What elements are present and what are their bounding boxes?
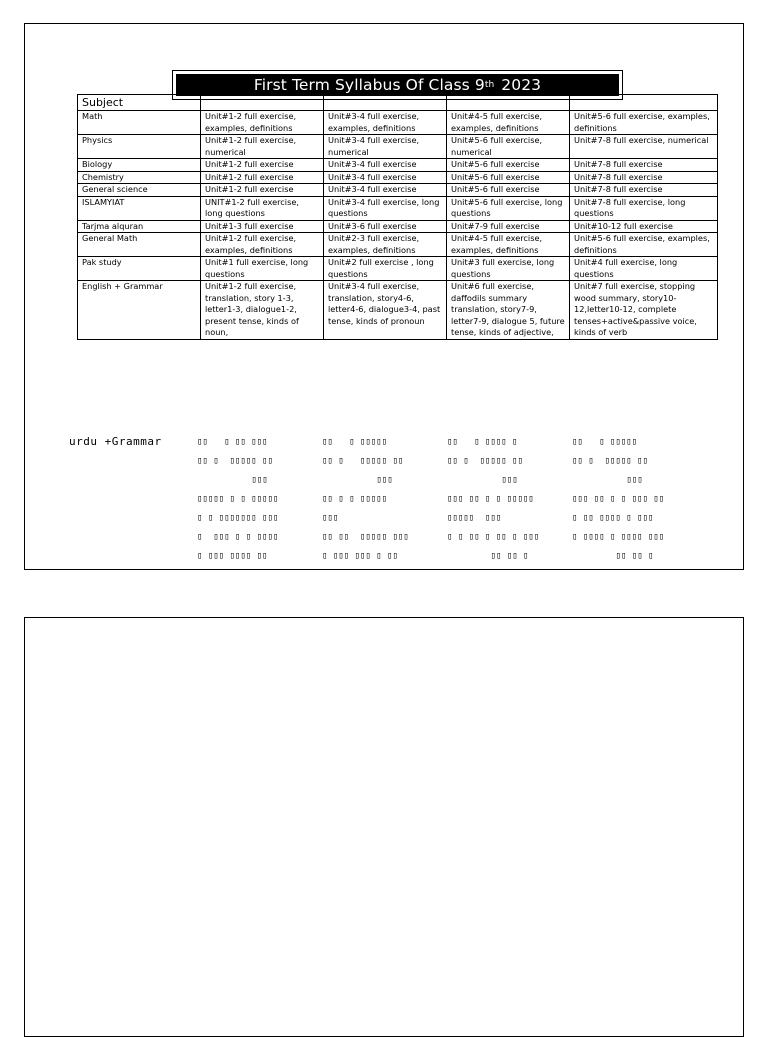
- urdu-line: ▯▯ ▯ ▯▯▯▯▯ ▯▯: [322, 456, 404, 466]
- urdu-line: ▯▯ ▯▯ ▯▯▯▯▯ ▯▯▯: [322, 532, 409, 542]
- document-page-1: [24, 23, 744, 570]
- urdu-line: ▯▯ ▯ ▯▯▯▯▯ ▯▯: [447, 456, 523, 466]
- syllabus-cell: Unit#1-3 full exercise: [201, 220, 324, 233]
- syllabus-cell: Unit#1 full exercise, long questions: [201, 257, 324, 281]
- syllabus-cell: Unit#1-2 full exercise: [201, 159, 324, 172]
- syllabus-cell: Unit#3-6 full exercise: [324, 220, 447, 233]
- urdu-line: ▯ ▯▯▯▯ ▯ ▯▯▯▯ ▯▯▯: [572, 532, 665, 542]
- syllabus-cell: Unit#3-4 full exercise, examples, definitions: [324, 111, 447, 135]
- urdu-line: ▯ ▯▯▯ ▯ ▯ ▯▯▯▯: [197, 532, 279, 542]
- urdu-line: ▯ ▯▯▯ ▯▯▯▯ ▯▯: [197, 551, 268, 561]
- syllabus-cell: Unit#2 full exercise , long questions: [324, 257, 447, 281]
- syllabus-cell: Unit#3-4 full exercise, numerical: [324, 135, 447, 159]
- syllabus-cell: Unit#7 full exercise, stopping wood summary, story10-12,letter10-12, complete tenses+active&passive voice, kinds of verb: [570, 281, 718, 340]
- urdu-line: ▯▯ ▯▯ ▯: [490, 551, 529, 561]
- syllabus-cell: Unit#5-6 full exercise, examples, definitions: [570, 111, 718, 135]
- urdu-line: ▯ ▯ ▯▯ ▯ ▯▯ ▯ ▯▯▯: [447, 532, 540, 542]
- syllabus-cell: Unit#7-8 full exercise, long questions: [570, 196, 718, 220]
- syllabus-cell: Unit#1-2 full exercise, translation, story 1-3, letter1-3, dialogue1-2, present tense, kinds of noun,: [201, 281, 324, 340]
- subject-cell: Chemistry: [78, 171, 201, 184]
- subject-cell: Tarjma alquran: [78, 220, 201, 233]
- syllabus-cell: Unit#4 full exercise, long questions: [570, 257, 718, 281]
- urdu-line: ▯▯▯ ▯▯ ▯ ▯ ▯▯▯ ▯▯: [572, 494, 665, 504]
- subject-cell: Biology: [78, 159, 201, 172]
- urdu-line: ▯▯ ▯ ▯▯▯▯▯: [322, 437, 388, 447]
- table-row: [78, 220, 718, 233]
- syllabus-cell: Unit#4-5 full exercise, examples, definitions: [447, 111, 570, 135]
- urdu-grammar-content: [197, 433, 737, 566]
- title-main: First Term Syllabus Of Class 9: [253, 76, 485, 94]
- table-row: [78, 196, 718, 220]
- syllabus-cell: Unit#1-2 full exercise: [201, 184, 324, 197]
- table-row: [78, 159, 718, 172]
- title-year: 2023: [501, 76, 542, 94]
- header-blank-4: [570, 95, 718, 111]
- subject-cell: Physics: [78, 135, 201, 159]
- urdu-column: [197, 433, 322, 566]
- header-blank-2: [324, 95, 447, 111]
- urdu-line: ▯ ▯▯▯ ▯▯▯ ▯ ▯▯: [322, 551, 398, 561]
- syllabus-cell: Unit#1-2 full exercise, examples, definitions: [201, 233, 324, 257]
- syllabus-cell: Unit#7-9 full exercise: [447, 220, 570, 233]
- title-text: First Term Syllabus Of Class 9 th 2023: [176, 74, 619, 96]
- subject-cell: General Math: [78, 233, 201, 257]
- syllabus-cell: UNIT#1-2 full exercise, long questions: [201, 196, 324, 220]
- urdu-line: ▯ ▯ ▯▯▯▯▯▯▯ ▯▯▯: [197, 513, 279, 523]
- urdu-line: ▯▯▯: [376, 475, 393, 485]
- table-row: [78, 135, 718, 159]
- syllabus-cell: Unit#7-8 full exercise: [570, 159, 718, 172]
- table-row: [78, 257, 718, 281]
- syllabus-cell: Unit#5-6 full exercise: [447, 159, 570, 172]
- syllabus-cell: Unit#6 full exercise, daffodils summary translation, story7-9, letter7-9, dialogue 5, future tense, kinds of adjective,: [447, 281, 570, 340]
- subject-cell: English + Grammar: [78, 281, 201, 340]
- urdu-line: ▯▯ ▯ ▯▯▯▯ ▯: [447, 437, 518, 447]
- syllabus-cell: Unit#2-3 full exercise, examples, definitions: [324, 233, 447, 257]
- header-subject: Subject: [78, 95, 201, 111]
- table-body: [78, 111, 718, 340]
- urdu-line: ▯▯▯ ▯▯ ▯ ▯ ▯▯▯▯▯: [447, 494, 534, 504]
- urdu-column: [447, 433, 572, 566]
- urdu-line: ▯▯ ▯ ▯ ▯▯▯▯▯: [322, 494, 388, 504]
- subject-cell: Pak study: [78, 257, 201, 281]
- table-row: [78, 111, 718, 135]
- urdu-line: ▯▯▯▯▯ ▯ ▯ ▯▯▯▯▯: [197, 494, 279, 504]
- urdu-column: [572, 433, 697, 566]
- syllabus-cell: Unit#3-4 full exercise: [324, 171, 447, 184]
- table-row: [78, 184, 718, 197]
- syllabus-cell: Unit#5-6 full exercise: [447, 184, 570, 197]
- urdu-grammar-label: urdu +Grammar: [69, 435, 162, 448]
- subject-cell: General science: [78, 184, 201, 197]
- syllabus-cell: Unit#3 full exercise, long questions: [447, 257, 570, 281]
- urdu-line: ▯▯ ▯ ▯▯▯▯▯: [572, 437, 638, 447]
- syllabus-cell: Unit#3-4 full exercise, long questions: [324, 196, 447, 220]
- urdu-line: ▯▯▯: [626, 475, 643, 485]
- subject-cell: ISLAMYIAT: [78, 196, 201, 220]
- syllabus-cell: Unit#10-12 full exercise: [570, 220, 718, 233]
- subject-cell: Math: [78, 111, 201, 135]
- syllabus-cell: Unit#5-6 full exercise, long questions: [447, 196, 570, 220]
- urdu-line: ▯▯ ▯ ▯▯▯▯▯ ▯▯: [197, 456, 273, 466]
- syllabus-cell: Unit#3-4 full exercise: [324, 184, 447, 197]
- urdu-line: ▯▯▯: [251, 475, 268, 485]
- document-page-2: [24, 617, 744, 1037]
- syllabus-cell: Unit#7-8 full exercise: [570, 171, 718, 184]
- urdu-line: ▯ ▯▯ ▯▯▯▯ ▯ ▯▯▯: [572, 513, 654, 523]
- urdu-column: [322, 433, 447, 566]
- table-row: [78, 171, 718, 184]
- syllabus-cell: Unit#7-8 full exercise, numerical: [570, 135, 718, 159]
- urdu-line: ▯▯▯: [322, 513, 339, 523]
- syllabus-cell: Unit#1-2 full exercise: [201, 171, 324, 184]
- urdu-line: ▯▯ ▯ ▯▯▯▯▯ ▯▯: [572, 456, 648, 466]
- syllabus-cell: Unit#4-5 full exercise, examples, definitions: [447, 233, 570, 257]
- syllabus-cell: Unit#5-6 full exercise, numerical: [447, 135, 570, 159]
- urdu-line: ▯▯ ▯ ▯▯ ▯▯▯: [197, 437, 268, 447]
- header-blank-3: [447, 95, 570, 111]
- urdu-line: ▯▯▯▯▯ ▯▯▯: [447, 513, 502, 523]
- syllabus-cell: Unit#3-4 full exercise: [324, 159, 447, 172]
- syllabus-cell: Unit#5-6 full exercise: [447, 171, 570, 184]
- syllabus-cell: Unit#7-8 full exercise: [570, 184, 718, 197]
- syllabus-cell: Unit#5-6 full exercise, examples, definitions: [570, 233, 718, 257]
- header-blank-1: [201, 95, 324, 111]
- table-row: [78, 281, 718, 340]
- table-row: [78, 233, 718, 257]
- syllabus-cell: Unit#3-4 full exercise, translation, story4-6, letter4-6, dialogue3-4, past tense, kinds of pronoun: [324, 281, 447, 340]
- syllabus-cell: Unit#1-2 full exercise, numerical: [201, 135, 324, 159]
- syllabus-table: [77, 94, 718, 340]
- syllabus-cell: Unit#1-2 full exercise, examples, definitions: [201, 111, 324, 135]
- urdu-line: ▯▯ ▯▯ ▯: [615, 551, 654, 561]
- table-header-row: [78, 95, 718, 111]
- urdu-line: ▯▯▯: [501, 475, 518, 485]
